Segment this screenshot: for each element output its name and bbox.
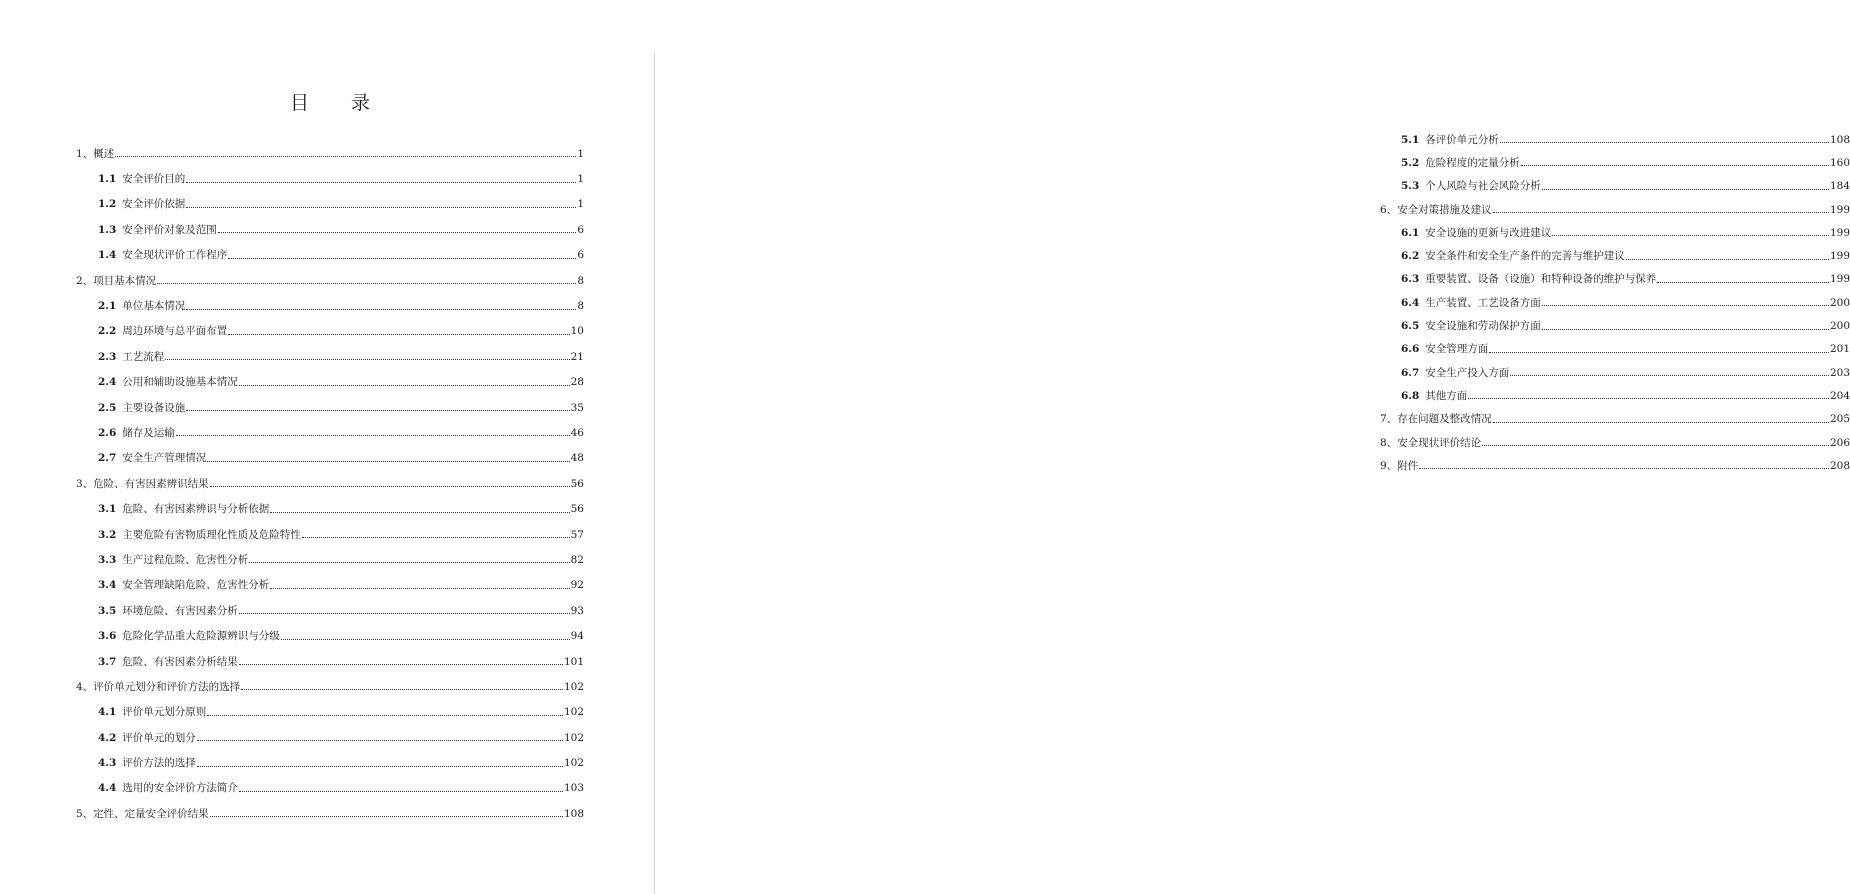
toc-entry-label: 评价方法的选择 xyxy=(122,757,196,770)
toc-dot-leader xyxy=(210,486,570,487)
toc-entry-number: 3.2 xyxy=(98,528,117,541)
toc-entry-number: 2.1 xyxy=(98,300,117,313)
toc-entry[interactable] xyxy=(76,573,584,598)
toc-entry-label: 单位基本情况 xyxy=(122,300,186,313)
toc-entry-number: 4.3 xyxy=(98,757,117,770)
toc-entry-number: 6.7 xyxy=(1401,366,1420,379)
toc-entry[interactable] xyxy=(76,700,584,725)
toc-entry-page-number: 56 xyxy=(570,503,584,516)
toc-entry[interactable] xyxy=(1380,151,1850,174)
toc-entry-page-number: 160 xyxy=(1829,156,1850,169)
toc-entry-number: 6.2 xyxy=(1401,250,1420,263)
toc-entry-label: 危险、有害因素辨识结果 xyxy=(93,477,209,490)
toc-entry-number: 4、 xyxy=(76,680,94,693)
toc-entry-label: 危险程度的定量分析 xyxy=(1425,156,1520,169)
toc-entry-page-number: 82 xyxy=(570,553,584,566)
toc-entry[interactable] xyxy=(76,598,584,623)
toc-entry[interactable] xyxy=(1380,244,1850,267)
toc-entry-page-number: 199 xyxy=(1829,226,1850,239)
toc-list-left xyxy=(76,141,584,827)
toc-entry-page-number: 103 xyxy=(563,782,584,795)
toc-entry-label: 其他方面 xyxy=(1425,389,1468,402)
toc-entry[interactable] xyxy=(76,293,584,318)
toc-entry-number: 9、 xyxy=(1380,459,1398,472)
toc-entry-page-number: 102 xyxy=(563,757,584,770)
toc-entry-label: 周边环境与总平面布置 xyxy=(122,325,228,338)
toc-entry[interactable] xyxy=(1380,291,1850,314)
toc-dot-leader xyxy=(1468,398,1829,399)
toc-entry[interactable] xyxy=(76,166,584,191)
toc-entry-label: 危险、有害因素分析结果 xyxy=(122,655,238,668)
toc-entry-label: 定性、定量安全评价结果 xyxy=(93,807,209,820)
toc-entry-page-number: 1 xyxy=(577,198,584,211)
toc-entry-page-number: 8 xyxy=(577,300,584,313)
toc-entry[interactable] xyxy=(1380,268,1850,291)
toc-dot-leader xyxy=(270,588,569,589)
toc-entry-label: 公用和辅助设施基本情况 xyxy=(122,376,238,389)
toc-entry[interactable] xyxy=(1380,314,1850,337)
toc-entry-number: 3.7 xyxy=(98,655,117,668)
toc-entry[interactable] xyxy=(76,217,584,242)
toc-entry-page-number: 199 xyxy=(1829,273,1850,286)
toc-entry-number: 3.3 xyxy=(98,553,117,566)
toc-entry[interactable] xyxy=(76,344,584,369)
toc-dot-leader xyxy=(1542,329,1829,330)
toc-list-right xyxy=(1380,128,1850,477)
toc-entry-number: 2.3 xyxy=(98,350,117,363)
toc-dot-leader xyxy=(210,816,563,817)
toc-entry[interactable] xyxy=(76,649,584,674)
toc-entry-label: 各评价单元分析 xyxy=(1425,133,1499,146)
toc-entry-page-number: 102 xyxy=(563,680,584,693)
toc-entry-page-number: 6 xyxy=(577,223,584,236)
toc-entry-label: 附件 xyxy=(1397,459,1419,472)
toc-entry[interactable] xyxy=(1380,128,1850,151)
toc-entry-page-number: 108 xyxy=(1829,133,1850,146)
toc-dot-leader xyxy=(176,435,570,436)
toc-entry-page-number: 199 xyxy=(1829,203,1850,216)
toc-entry-label: 安全现状评价工作程序 xyxy=(122,249,228,262)
toc-dot-leader xyxy=(115,156,576,157)
toc-entry[interactable] xyxy=(76,801,584,826)
toc-entry-number: 5.3 xyxy=(1401,180,1420,193)
toc-dot-leader xyxy=(270,512,569,513)
toc-entry-number: 3.6 xyxy=(98,630,117,643)
toc-dot-leader xyxy=(1493,212,1829,213)
toc-dot-leader xyxy=(239,664,563,665)
toc-entry[interactable] xyxy=(76,192,584,217)
toc-dot-leader xyxy=(1521,165,1829,166)
toc-dot-leader xyxy=(1482,445,1829,446)
toc-entry-label: 主要危险有害物质理化性质及危险特性 xyxy=(122,528,301,541)
toc-entry-label: 重要装置、设备（设施）和特种设备的维护与保养 xyxy=(1425,273,1657,286)
toc-entry-page-number: 57 xyxy=(570,528,584,541)
toc-entry-number: 8、 xyxy=(1380,436,1398,449)
toc-entry[interactable] xyxy=(76,471,584,496)
toc-dot-leader xyxy=(281,639,570,640)
toc-entry-label: 评价单元划分和评价方法的选择 xyxy=(93,680,241,693)
toc-entry[interactable] xyxy=(76,522,584,547)
toc-dot-leader xyxy=(239,385,570,386)
toc-entry-number: 6.6 xyxy=(1401,343,1420,356)
toc-entry-page-number: 108 xyxy=(563,807,584,820)
toc-entry-page-number: 206 xyxy=(1829,436,1850,449)
toc-entry-number: 2、 xyxy=(76,274,94,287)
toc-entry[interactable] xyxy=(1380,198,1850,221)
toc-entry[interactable] xyxy=(76,750,584,775)
toc-entry-page-number: 28 xyxy=(570,376,584,389)
toc-page-right xyxy=(655,0,1850,894)
toc-entry-page-number: 8 xyxy=(577,274,584,287)
toc-entry-label: 安全设施的更新与改进建议 xyxy=(1425,226,1552,239)
toc-dot-leader xyxy=(1657,282,1829,283)
toc-dot-leader xyxy=(249,562,569,563)
toc-entry-page-number: 102 xyxy=(563,706,584,719)
toc-dot-leader xyxy=(241,689,563,690)
toc-dot-leader xyxy=(197,740,563,741)
toc-dot-leader xyxy=(1626,259,1829,260)
toc-entry-number: 2.4 xyxy=(98,376,117,389)
toc-entry-label: 安全评价对象及范围 xyxy=(122,223,217,236)
toc-entry[interactable] xyxy=(1380,338,1850,361)
toc-entry-page-number: 48 xyxy=(570,452,584,465)
toc-entry[interactable] xyxy=(76,420,584,445)
toc-dot-leader xyxy=(1542,189,1829,190)
toc-entry[interactable] xyxy=(76,623,584,648)
toc-entry-page-number: 208 xyxy=(1829,459,1850,472)
toc-dot-leader xyxy=(157,283,576,284)
toc-entry[interactable] xyxy=(76,674,584,699)
toc-dot-leader xyxy=(186,182,576,183)
toc-entry-label: 概述 xyxy=(93,147,115,160)
toc-entry-number: 1.1 xyxy=(98,173,117,186)
toc-entry[interactable] xyxy=(76,395,584,420)
toc-entry[interactable] xyxy=(1380,431,1850,454)
toc-entry-label: 安全生产投入方面 xyxy=(1425,366,1510,379)
toc-entry-number: 6.1 xyxy=(1401,226,1420,239)
toc-entry-page-number: 56 xyxy=(570,477,584,490)
toc-entry-page-number: 21 xyxy=(570,350,584,363)
toc-entry-label: 安全设施和劳动保护方面 xyxy=(1425,320,1541,333)
toc-entry-label: 主要设备设施 xyxy=(122,401,186,414)
toc-entry-label: 安全管理方面 xyxy=(1425,343,1489,356)
toc-entry-label: 生产过程危险、危害性分析 xyxy=(122,553,249,566)
toc-dot-leader xyxy=(228,258,576,259)
toc-entry-label: 评价单元的划分 xyxy=(122,731,196,744)
toc-dot-leader xyxy=(1419,468,1829,469)
toc-entry-page-number: 6 xyxy=(577,249,584,262)
toc-entry-label: 环境危险、有害因素分析 xyxy=(122,604,238,617)
toc-dot-leader xyxy=(197,766,563,767)
toc-entry[interactable] xyxy=(76,319,584,344)
toc-entry-page-number: 92 xyxy=(570,579,584,592)
toc-entry[interactable] xyxy=(1380,408,1850,431)
toc-entry-number: 7、 xyxy=(1380,413,1398,426)
toc-entry-page-number: 102 xyxy=(563,731,584,744)
toc-entry-label: 个人风险与社会风险分析 xyxy=(1425,180,1541,193)
toc-page-left xyxy=(0,0,654,894)
toc-entry[interactable] xyxy=(76,776,584,801)
toc-dot-leader xyxy=(1500,142,1829,143)
toc-dot-leader xyxy=(1489,352,1829,353)
toc-entry-number: 3.1 xyxy=(98,503,117,516)
toc-entry-page-number: 35 xyxy=(570,401,584,414)
toc-entry-label: 安全现状评价结论 xyxy=(1397,436,1482,449)
toc-entry-number: 1.3 xyxy=(98,223,117,236)
toc-entry[interactable] xyxy=(76,370,584,395)
toc-entry-label: 安全评价目的 xyxy=(122,173,186,186)
toc-dot-leader xyxy=(186,207,576,208)
toc-entry-label: 安全评价依据 xyxy=(122,198,186,211)
toc-dot-leader xyxy=(165,359,569,360)
toc-entry[interactable] xyxy=(76,547,584,572)
toc-entry[interactable] xyxy=(76,496,584,521)
toc-entry-page-number: 200 xyxy=(1829,296,1850,309)
toc-entry-label: 安全条件和安全生产条件的完善与维护建议 xyxy=(1425,250,1625,263)
toc-dot-leader xyxy=(1552,235,1829,236)
toc-entry-number: 5.1 xyxy=(1401,133,1420,146)
toc-entry-label: 工艺流程 xyxy=(122,350,165,363)
toc-entry-number: 6.4 xyxy=(1401,296,1420,309)
toc-entry-number: 1.4 xyxy=(98,249,117,262)
toc-dot-leader xyxy=(186,410,569,411)
toc-dot-leader xyxy=(1493,422,1829,423)
toc-entry-number: 6、 xyxy=(1380,203,1398,216)
toc-entry-label: 安全对策措施及建议 xyxy=(1397,203,1492,216)
toc-entry[interactable] xyxy=(76,141,584,166)
toc-entry-page-number: 1 xyxy=(577,173,584,186)
toc-dot-leader xyxy=(1542,305,1829,306)
toc-title: 目 录 xyxy=(289,92,389,114)
toc-entry-number: 2.5 xyxy=(98,401,117,414)
toc-entry-number: 3.4 xyxy=(98,579,117,592)
toc-dot-leader xyxy=(239,613,570,614)
toc-entry-page-number: 93 xyxy=(570,604,584,617)
toc-entry-number: 6.3 xyxy=(1401,273,1420,286)
toc-entry-number: 2.2 xyxy=(98,325,117,338)
toc-entry[interactable] xyxy=(1380,384,1850,407)
toc-entry-page-number: 205 xyxy=(1829,413,1850,426)
toc-entry-label: 项目基本情况 xyxy=(93,274,157,287)
toc-entry-label: 危险、有害因素辨识与分析依据 xyxy=(122,503,270,516)
toc-entry[interactable] xyxy=(1380,221,1850,244)
toc-entry-number: 2.7 xyxy=(98,452,117,465)
toc-entry[interactable] xyxy=(76,725,584,750)
toc-entry-number: 5.2 xyxy=(1401,156,1420,169)
toc-entry-page-number: 201 xyxy=(1829,343,1850,356)
toc-entry-label: 安全生产管理情况 xyxy=(122,452,207,465)
toc-entry-page-number: 101 xyxy=(563,655,584,668)
toc-entry-number: 1、 xyxy=(76,147,94,160)
toc-entry-number: 1.2 xyxy=(98,198,117,211)
toc-entry-label: 评价单元划分原则 xyxy=(122,706,207,719)
toc-entry-page-number: 184 xyxy=(1829,180,1850,193)
toc-dot-leader xyxy=(207,715,563,716)
toc-entry[interactable] xyxy=(1380,175,1850,198)
toc-entry-number: 4.2 xyxy=(98,731,117,744)
toc-entry-number: 2.6 xyxy=(98,426,117,439)
toc-entry[interactable] xyxy=(1380,454,1850,477)
toc-entry-number: 4.4 xyxy=(98,782,117,795)
toc-entry-page-number: 203 xyxy=(1829,366,1850,379)
toc-dot-leader xyxy=(186,309,576,310)
toc-entry[interactable] xyxy=(1380,361,1850,384)
toc-entry-label: 存在问题及整改情况 xyxy=(1397,413,1492,426)
toc-dot-leader xyxy=(239,791,563,792)
toc-entry-label: 选用的安全评价方法简介 xyxy=(122,782,238,795)
toc-dot-leader xyxy=(218,232,577,233)
toc-entry-page-number: 199 xyxy=(1829,250,1850,263)
toc-entry-page-number: 94 xyxy=(570,630,584,643)
toc-entry-page-number: 200 xyxy=(1829,320,1850,333)
toc-entry-page-number: 204 xyxy=(1829,389,1850,402)
toc-dot-leader xyxy=(302,537,570,538)
toc-entry-number: 6.8 xyxy=(1401,389,1420,402)
toc-entry[interactable] xyxy=(76,243,584,268)
toc-entry-number: 3、 xyxy=(76,477,94,490)
toc-entry-label: 储存及运输 xyxy=(122,426,175,439)
toc-entry-label: 安全管理缺陷危险、危害性分析 xyxy=(122,579,270,592)
toc-dot-leader xyxy=(207,461,569,462)
toc-entry[interactable] xyxy=(76,268,584,293)
toc-entry-number: 3.5 xyxy=(98,604,117,617)
toc-entry-number: 5、 xyxy=(76,807,94,820)
toc-entry-page-number: 46 xyxy=(570,426,584,439)
toc-entry-label: 危险化学品重大危险源辨识与分级 xyxy=(122,630,280,643)
toc-entry-page-number: 10 xyxy=(570,325,584,338)
toc-entry-number: 6.5 xyxy=(1401,320,1420,333)
toc-entry-label: 生产装置、工艺设备方面 xyxy=(1425,296,1541,309)
toc-entry-page-number: 1 xyxy=(577,147,584,160)
toc-dot-leader xyxy=(228,334,569,335)
toc-entry[interactable] xyxy=(76,446,584,471)
toc-dot-leader xyxy=(1510,375,1829,376)
toc-entry-number: 4.1 xyxy=(98,706,117,719)
